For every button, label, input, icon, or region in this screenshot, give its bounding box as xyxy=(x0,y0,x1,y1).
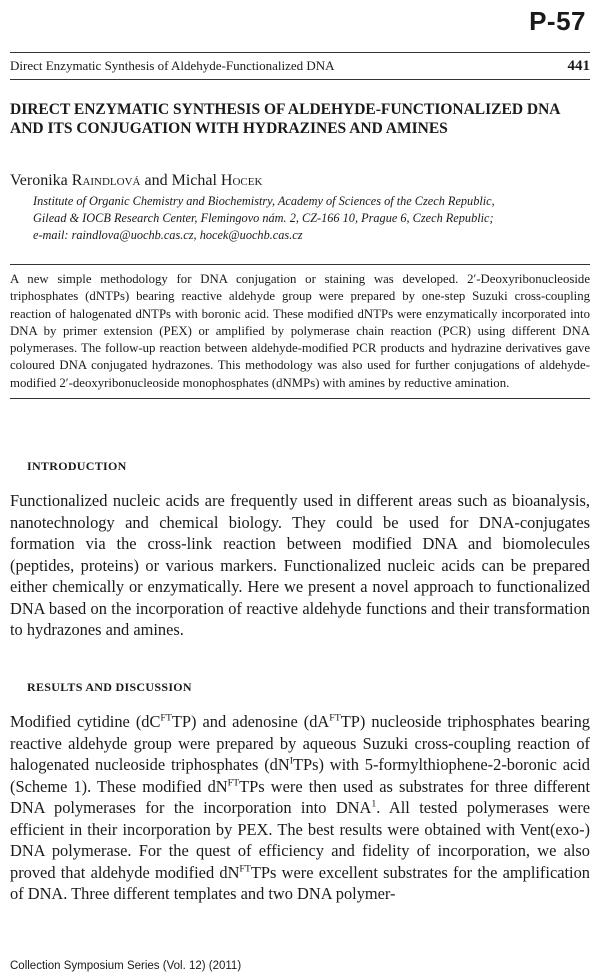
affiliation-line: Gilead & IOCB Research Center, Flemingovo nám. 2, CZ-166 10, Prague 6, Czech Republic; xyxy=(33,211,494,225)
superscript: FT xyxy=(329,712,341,724)
text-run: Modified cytidine (dC xyxy=(10,712,161,731)
author-list xyxy=(10,172,590,190)
superscript: FT xyxy=(239,863,251,875)
text-run: TPs were excellent substrates for the amplification of DNA. Three different templates and two DNA polymer- xyxy=(10,862,590,903)
reference-marker[interactable]: 1 xyxy=(371,798,377,810)
author-1-given: Veronika xyxy=(10,172,68,189)
abstract: A new simple methodology for DNA conjugation or staining was developed. 2′-Deoxyribonucleoside triphosphates (dNTPs) bearing reactive aldehyde group were prepared by one-step Suzuki cross-coupling reaction of halogenated dNTPs with boronic acid. These modified dNTPs were enzymatically incorporated into DNA by primer extension (PEX) or amplified by polymerase chain reaction (PCR) using different DNA polymerases. The follow-up reaction between aldehyde-modified PCR products and hydrazine derivatives gave coloured DNA conjugated hydrazones. This methodology was also used for further conjugations of aldehyde-modified 2′-deoxyribonucleoside monophosphates (dNMPs) with amines by reductive amination. xyxy=(10,264,590,399)
superscript: FT xyxy=(227,777,240,789)
page-number: 441 xyxy=(567,58,590,74)
paper-title: DIRECT ENZYMATIC SYNTHESIS OF ALDEHYDE-FUNCTIONALIZED DNA AND ITS CONJUGATION WITH HYDRAZINES AND AMINES xyxy=(10,101,560,137)
text-run: TPs) with 5-formylthiophene-2-boronic acid (Scheme 1). These modified dN xyxy=(10,755,590,796)
poster-id: P-57 xyxy=(529,6,586,36)
text-run: TP) nucleoside triphosphates bearing reactive aldehyde group were prepared by aqueous Suzuki cross-coupling reaction of halogenated nucleoside triphosphates (dN xyxy=(10,712,590,774)
text-run: . All tested polymerases were efficient in their incorporation by PEX. The best results were obtained with Vent(exo-) DNA polymerase. For the quest of efficiency and fidelity of incorporation, we also proved that aldehyde modified dN xyxy=(10,798,590,882)
running-head xyxy=(10,52,590,80)
superscript: FT xyxy=(160,712,172,724)
superscript: I xyxy=(289,755,293,767)
text-run: TPs were then used as substrates for three different DNA polymerases for the incorporation into DNA xyxy=(10,776,590,817)
author-2-family: Hocek xyxy=(220,172,263,189)
affiliation-line: Institute of Organic Chemistry and Biochemistry, Academy of Sciences of the Czech Republic, xyxy=(33,194,495,208)
text-run: TP) and adenosine (dA xyxy=(171,712,330,731)
affiliation-email: e-mail: raindlova@uochb.cas.cz, hocek@uochb.cas.cz xyxy=(33,228,303,242)
running-title: Direct Enzymatic Synthesis of Aldehyde-Functionalized DNA xyxy=(10,58,335,73)
introduction-paragraph: Functionalized nucleic acids are frequently used in different areas such as bioanalysis, nanotechnology and chemical biology. They could be used for DNA-conjugates formation via the cross-link reaction between modified DNA and biomolecules (peptides, proteins) or various markers. Functionalized nucleic acids can be prepared either chemically or enzymatically. Here we present a novel approach to functionalized DNA based on the incorporation of reactive aldehyde functions and their transformation to hydrazones and amines. xyxy=(10,491,590,639)
author-2-given: Michal xyxy=(171,172,217,189)
author-1-family: Raindlová xyxy=(71,172,141,189)
footer-citation: Collection Symposium Series (Vol. 12) (2011) xyxy=(10,960,242,972)
section-heading-introduction: INTRODUCTION xyxy=(27,459,127,473)
section-heading-results: RESULTS AND DISCUSSION xyxy=(27,680,192,694)
author-connector: and xyxy=(144,172,168,189)
results-paragraph xyxy=(10,711,590,905)
affiliation xyxy=(33,193,586,244)
